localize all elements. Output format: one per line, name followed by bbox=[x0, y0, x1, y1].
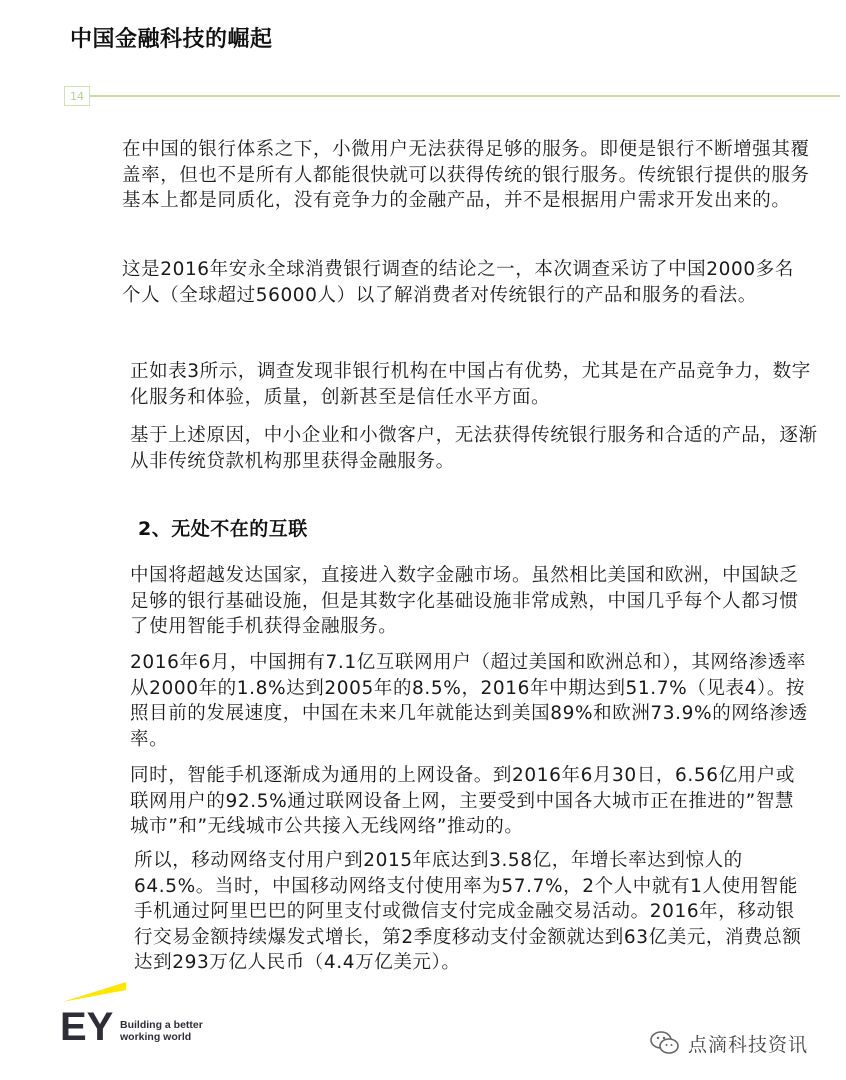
page-title: 中国金融科技的崛起 bbox=[70, 27, 273, 52]
paragraph-smartphones: 同时，智能手机逐渐成为通用的上网设备。到2016年6月30日，6.56亿用户或联网用户的92.5%通过联网设备上网，主要受到中国各大城市正在推进的”智慧城市”和”无线城市公共接入无线网络”推动的。 bbox=[130, 765, 795, 837]
paragraph-survey: 这是2016年安永全球消费银行调查的结论之一，本次调查采访了中国2000多名个人（全球超过56000人）以了解消费者对传统银行的产品和服务的看法。 bbox=[122, 259, 794, 306]
wechat-watermark bbox=[650, 1028, 808, 1058]
ey-tagline-line1: Building a better bbox=[120, 1019, 203, 1031]
ey-beam bbox=[62, 982, 126, 1002]
page-number: 14 bbox=[64, 86, 90, 106]
paragraph-banking-system: 在中国的银行体系之下，小微用户无法获得足够的服务。即便是银行不断增强其覆盖率，但也不是所有人都能很快就可以获得传统的银行服务。传统银行提供的服务基本上都是同质化，没有竞争力的金融产品，并不是根据用户需求开发出来的。 bbox=[122, 139, 810, 211]
ey-logo bbox=[60, 978, 220, 1048]
section-heading: 2、无处不在的互联 bbox=[138, 518, 308, 540]
watermark-text: 点滴科技资讯 bbox=[688, 1033, 809, 1056]
ey-tagline-line2: working world bbox=[120, 1031, 192, 1043]
header-rule bbox=[90, 95, 840, 97]
paragraph-internet-users: 2016年6月，中国拥有7.1亿互联网用户（超过美国和欧洲总和），其网络渗透率从2000年的1.8%达到2005年的8.5%，2016年中期达到51.7%（见表4）。按照目前的发展速度，中国在未来几年就能达到美国89%和欧洲73.9%的网络渗透率。 bbox=[130, 652, 808, 750]
paragraph-sme: 基于上述原因，中小企业和小微客户，无法获得传统银行服务和合适的产品，逐渐从非传统贷款机构那里获得金融服务。 bbox=[130, 425, 818, 472]
paragraph-mobile-payment: 所以，移动网络支付用户到2015年底达到3.58亿，年增长率达到惊人的64.5%。当时，中国移动网络支付使用率为57.7%，2个人中就有1人使用智能手机通过阿里巴巴的阿里支付或微信支付完成金融交易活动。2016年，移动银行交易金额持续爆发式增长，第2季度移动支付金额就达到63亿美元，消费总额达到293万亿人民币（4.4万亿美元）。 bbox=[134, 850, 802, 973]
paragraph-table3: 正如表3所示，调查发现非银行机构在中国占有优势，尤其是在产品竞争力，数字化服务和体验，质量，创新甚至是信任水平方面。 bbox=[130, 361, 811, 408]
paragraph-digital-market: 中国将超越发达国家，直接进入数字金融市场。虽然相比美国和欧洲，中国缺乏足够的银行基础设施，但是其数字化基础设施非常成熟，中国几乎每个人都习惯了使用智能手机获得金融服务。 bbox=[130, 565, 799, 637]
wechat-icon bbox=[650, 1030, 680, 1056]
ey-logo-text: EY bbox=[60, 1005, 114, 1048]
